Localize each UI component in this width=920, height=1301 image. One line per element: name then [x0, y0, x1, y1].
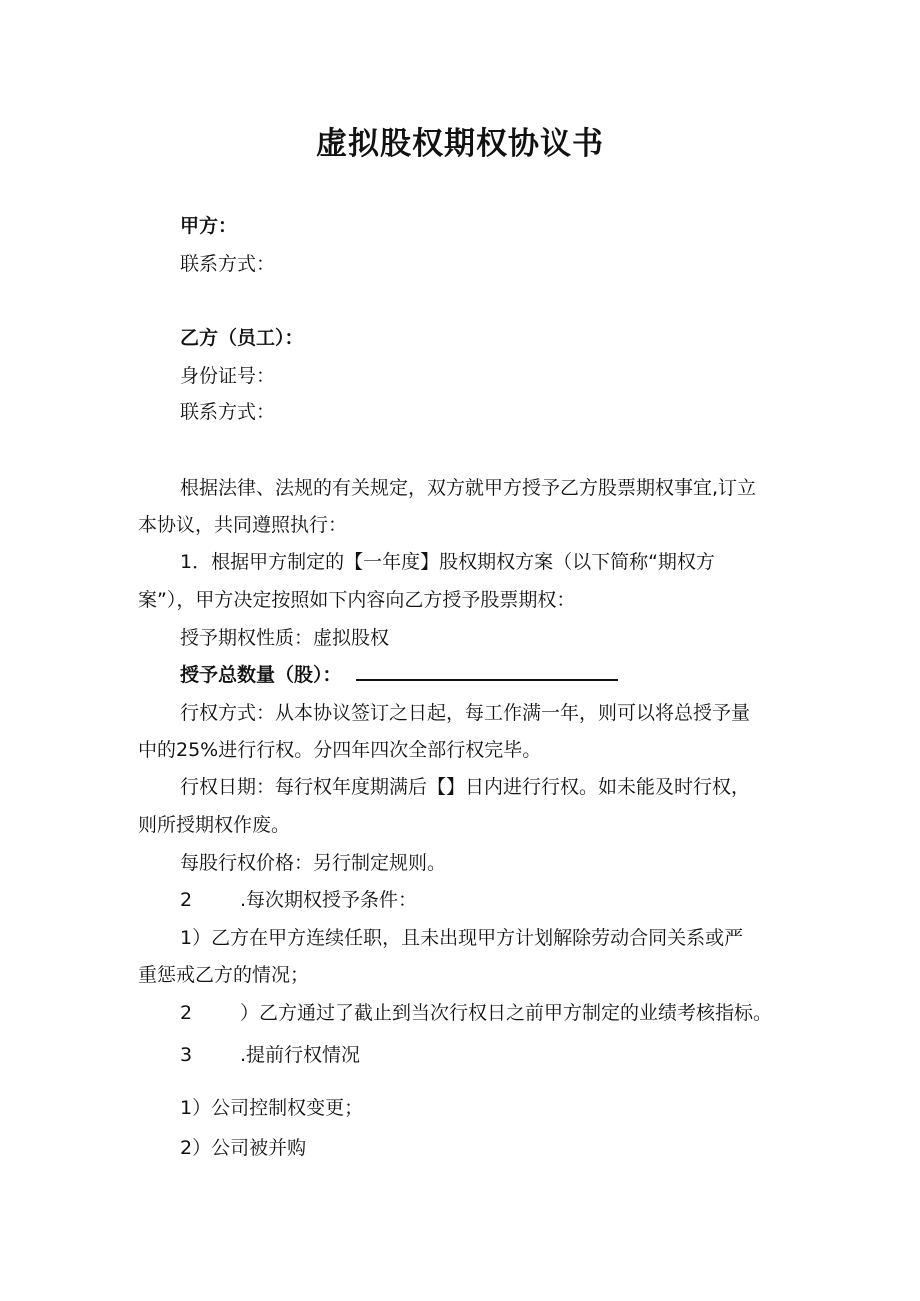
intro-line-2: 本协议，共同遵照执行：	[138, 514, 348, 536]
party-a-label: 甲方：	[180, 215, 238, 237]
party-a-contact: 联系方式：	[180, 253, 276, 275]
option-nature: 授予期权性质：虚拟股权	[180, 627, 390, 649]
early-exercise-1: 1）公司控制权变更；	[180, 1097, 364, 1119]
early-exercise-2: 2）公司被并购	[180, 1137, 307, 1159]
section-2-title: .每次期权授予条件：	[240, 889, 418, 911]
exercise-price: 每股行权价格：另行制定规则。	[180, 852, 447, 874]
exercise-method-line-2: 中的25%进行行权。分四年四次全部行权完毕。	[138, 739, 542, 761]
condition-2-number: 2	[180, 1002, 193, 1024]
condition-1-line-1: 1）乙方在甲方连续任职，且未出现甲方计划解除劳动合同关系或严	[180, 927, 744, 949]
document-title: 虚拟股权期权协议书	[316, 126, 604, 162]
condition-1-line-2: 重惩戒乙方的情况；	[138, 964, 310, 986]
party-b-label: 乙方（员工）：	[180, 327, 304, 349]
exercise-method-line-1: 行权方式：从本协议签订之日起，每工作满一年，则可以将总授予量	[180, 702, 751, 724]
section-1-line-2: 案”），甲方决定按照如下内容向乙方授予股票期权：	[138, 589, 576, 611]
quantity-label: 授予总数量（股）：	[180, 664, 342, 686]
quantity-row	[180, 661, 810, 689]
party-b-contact: 联系方式：	[180, 401, 276, 423]
condition-2-text: ）乙方通过了截止到当次行权日之前甲方制定的业绩考核指标。	[240, 1002, 773, 1024]
exercise-date-line-2: 则所授期权作废。	[138, 814, 291, 836]
section-3-title: .提前行权情况	[240, 1044, 361, 1066]
section-1-line-1: 1．根据甲方制定的【一年度】股权期权方案（以下简称“期权方	[180, 551, 715, 573]
section-2-number: 2	[180, 889, 193, 911]
party-b-id-number: 身份证号：	[180, 365, 276, 387]
intro-line-1: 根据法律、法规的有关规定，双方就甲方授予乙方股票期权事宜,订立	[180, 477, 757, 499]
quantity-blank-line	[356, 661, 618, 681]
section-3-number: 3	[180, 1044, 193, 1066]
exercise-date-line-1: 行权日期：每行权年度期满后【】日内进行行权。如未能及时行权，	[180, 776, 751, 798]
